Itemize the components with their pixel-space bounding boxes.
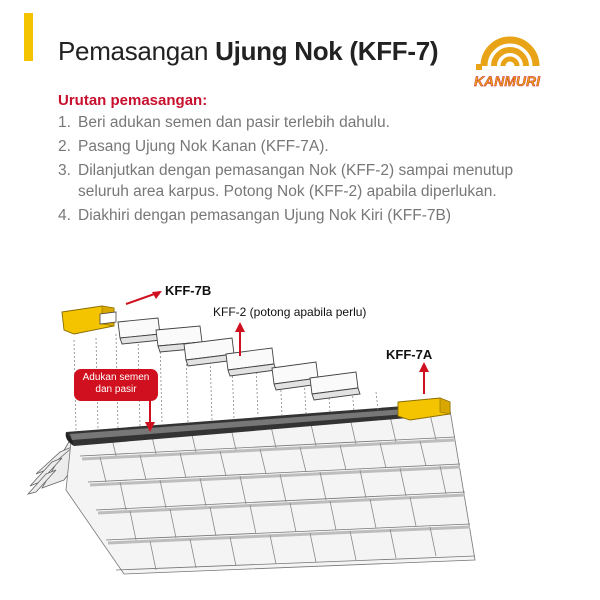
callout-line-2: dan pasir — [95, 384, 137, 395]
step-number: 4. — [58, 207, 71, 224]
steps-heading: Urutan pemasangan: — [58, 92, 208, 109]
step-text: Beri adukan semen dan pasir terlebih dahulu. — [78, 114, 390, 131]
step-item — [58, 112, 558, 133]
label-kff7b: KFF-7B — [165, 283, 212, 298]
title-prefix: Pemasangan — [58, 36, 209, 66]
kanmuri-logo — [462, 20, 552, 100]
step-number: 1. — [58, 114, 71, 131]
steps-list — [58, 112, 558, 229]
logo-text: KANMURI — [473, 73, 541, 89]
step-item — [58, 160, 558, 202]
step-number: 3. — [58, 162, 71, 179]
step-text: Dilanjutkan dengan pemasangan Nok (KFF-2) sampai menutup seluruh area karpus. Potong Nok (KFF-2) apabila diperlukan. — [78, 162, 514, 200]
step-item — [58, 136, 558, 157]
step-item — [58, 205, 558, 226]
title-bold: Ujung Nok (KFF-7) — [215, 36, 439, 66]
callout-line-1: Adukan semen — [82, 372, 150, 383]
title-accent-bar — [24, 13, 33, 61]
roof-diagram — [0, 270, 600, 600]
mortar-callout — [74, 369, 158, 401]
step-text: Pasang Ujung Nok Kanan (KFF-7A). — [78, 138, 329, 155]
label-kff7a: KFF-7A — [386, 347, 433, 362]
label-kff2: KFF-2 (potong apabila perlu) — [213, 305, 367, 319]
end-cap-kff7b — [62, 306, 116, 334]
step-number: 2. — [58, 138, 71, 155]
step-text: Diakhiri dengan pemasangan Ujung Nok Kiri (KFF-7B) — [78, 207, 452, 224]
page-title — [58, 36, 438, 67]
